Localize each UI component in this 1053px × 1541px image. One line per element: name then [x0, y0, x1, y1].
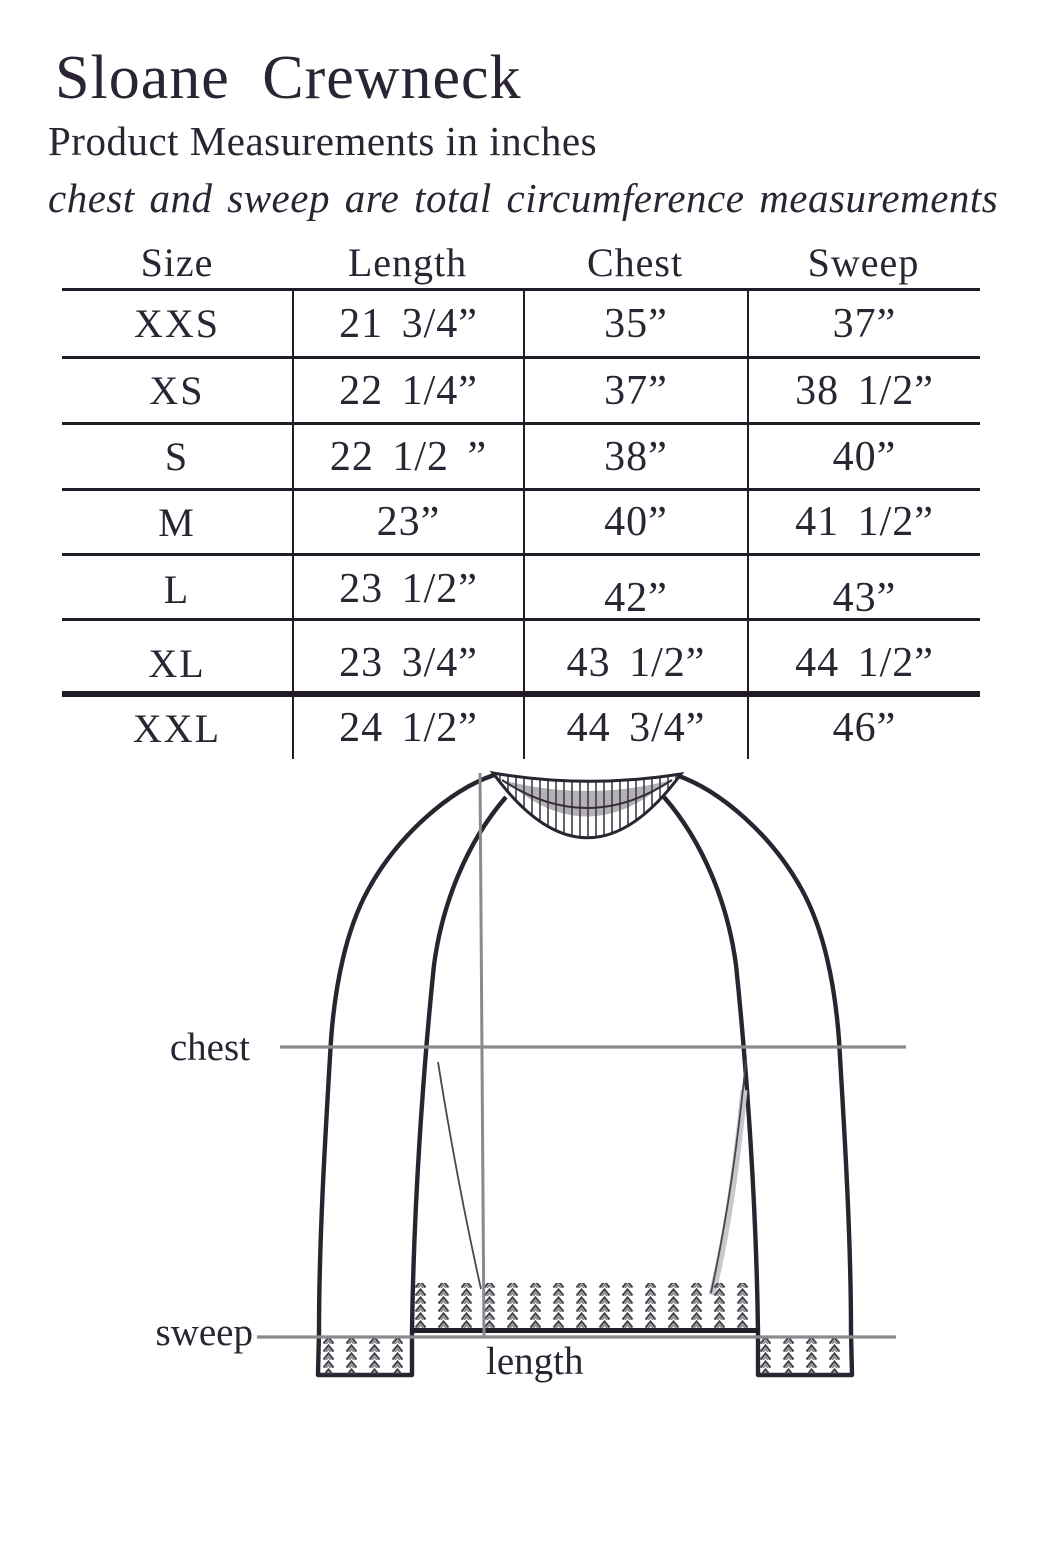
- length-cell: 22 1/2 ”: [292, 425, 523, 488]
- header-size: Size: [140, 239, 214, 285]
- right-cuff-rib-texture: [760, 1336, 849, 1374]
- length-cell: 23 1/2”: [292, 556, 523, 622]
- chest-cell: 44 3/4”: [523, 697, 747, 759]
- hem-rib-texture: [414, 1283, 756, 1330]
- header-chest: Chest: [586, 239, 684, 285]
- length-cell: 23 3/4”: [292, 621, 523, 691]
- length-label: length: [486, 1340, 584, 1383]
- chest-label: chest: [169, 1026, 250, 1069]
- page-subtitle: Product Measurements in inches: [48, 118, 598, 164]
- chest-cell: 40”: [523, 491, 747, 553]
- size-cell: M: [158, 499, 196, 545]
- page-title: Sloane Crewneck: [55, 44, 522, 112]
- chest-cell: 42”: [523, 556, 747, 622]
- size-cell: L: [163, 566, 191, 612]
- sweep-cell: 41 1/2”: [747, 491, 980, 553]
- left-cuff-rib-texture: [322, 1336, 410, 1374]
- length-cell: 24 1/2”: [292, 697, 523, 759]
- sweep-cell: 43”: [747, 556, 980, 622]
- collar: [488, 766, 686, 840]
- left-body-seam: [438, 1062, 481, 1289]
- size-cell: XS: [149, 368, 205, 413]
- sweep-cell: 37”: [747, 291, 980, 356]
- sweep-cell: 40”: [747, 425, 980, 488]
- length-cell: 22 1/4”: [292, 359, 523, 422]
- header-sweep: Sweep: [807, 239, 920, 285]
- sweep-cell: 46”: [747, 697, 980, 759]
- sweep-label: sweep: [155, 1311, 253, 1354]
- chest-cell: 38”: [523, 425, 747, 488]
- length-cell: 21 3/4”: [292, 291, 523, 356]
- sweep-cell: 44 1/2”: [747, 621, 980, 691]
- length-measure-line: [480, 773, 484, 1338]
- size-cell: XXS: [133, 301, 221, 346]
- header-length: Length: [347, 239, 468, 285]
- sweep-cell: 38 1/2”: [747, 359, 980, 422]
- measurement-note: chest and sweep are total circumference measurements: [48, 175, 999, 221]
- chest-cell: 37”: [523, 359, 747, 422]
- size-cell: XXL: [132, 705, 222, 751]
- chest-cell: 35”: [523, 291, 747, 356]
- chest-cell: 43 1/2”: [523, 621, 747, 691]
- length-cell: 23”: [292, 491, 523, 553]
- size-cell: XL: [148, 640, 206, 686]
- size-cell: S: [164, 434, 190, 479]
